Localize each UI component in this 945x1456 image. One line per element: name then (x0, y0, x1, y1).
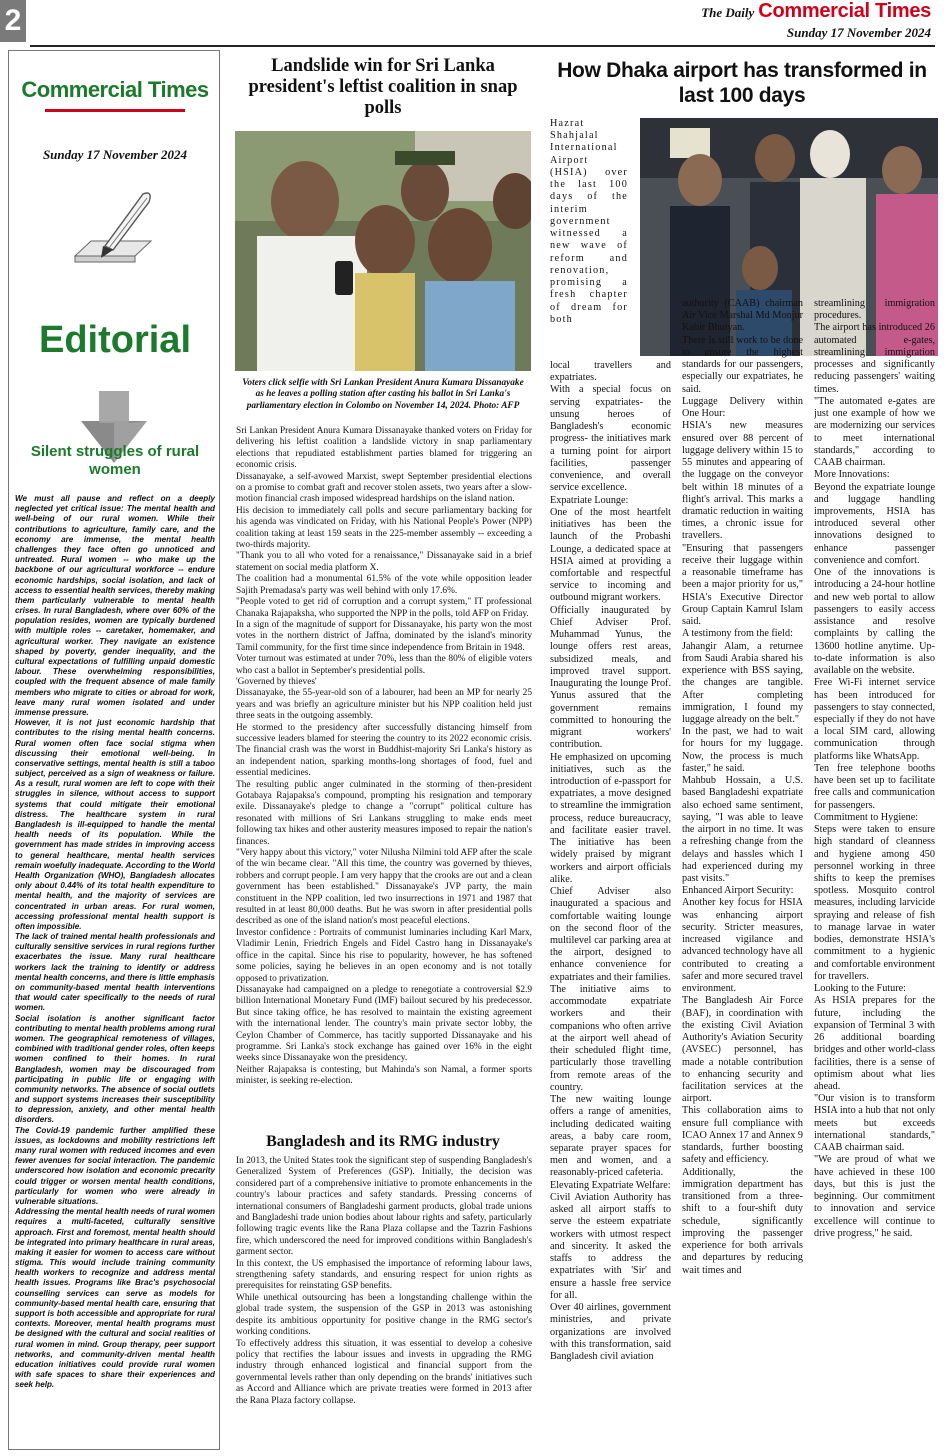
masthead-date: Sunday 17 November 2024 (786, 25, 931, 40)
article-body (236, 426, 532, 1182)
airport-paragraph: Steps were taken to ensure high standard of cleanness and hygiene among 450 personnel working in three shifts to keep the premises spotless. Mosquito control measures, including larvicide spraying and release of fish to manage larvae in water bodies, demonstrate HSIA's commitment to a hygienic and comfortable environment for travellers. (814, 824, 935, 982)
airport-paragraph: He emphasized on upcoming initiatives, such as the introduction of e-passport for expatriates, a move designed to streamline the immigration process, reduce bureaucracy, and facilitate easier travel. The initiative has been widely praised by migrant workers and airport officials alike. (550, 751, 671, 885)
article-paragraph: Sri Lankan President Anura Kumara Dissanayake thanked voters on Friday for delivering his leftist coalition a landslide victory in snap parliamentary elections that repudiated establishment parties blamed for triggering an economic crisis. (236, 426, 532, 471)
rmg-paragraph: In 2013, the United States took the significant step of suspending Bangladesh's Generalized System of Preferences (GSP). Initially, the decision was considered part of a comprehensive initiative to promote enhancements in the country's labour practices and safety standards. Pressing concerns of international consumers of Bangladeshi garment products, global trade unions and Bangladeshi trade union bodies about labour rights and safety, particularly following tragic events like the Rana Plaza collapse and the Tazrin Fashions fire, which underscored the need for improved conditions within Bangladesh's garment sector. (236, 1156, 532, 1258)
airport-paragraph: There is still work to be done to ensure the highest standards for our passengers, especially our expatriates, he said. (682, 334, 803, 395)
airport-paragraph: Another key focus for HSIA was enhancing airport security. Stricter measures, increased vigilance and advanced technology have all contributed to creating a safer and more secured travel environment. (682, 897, 803, 995)
editorial-column (8, 50, 220, 1450)
airport-paragraph: As HSIA prepares for the future, including the expansion of Terminal 3 with 26 additional boarding bridges and other world-class facilities, there is a sense of optimism about what lies ahead. (814, 995, 935, 1092)
airport-paragraph: With a special focus on serving expatriates- the unsung heroes of Bangladesh's economic progress- the initiatives mark a turning point for airport facilities, passenger convenience, and overall service excellence. (550, 384, 671, 494)
airport-paragraph: Mahbub Hossain, a U.S. based Bangladeshi expatriate also echoed same sentiment, saying, "I was able to leave the airport in no time. It was a refreshing change from the delays and hassles which I had experienced during my past visits." (682, 775, 803, 885)
article-paragraph: "Very happy about this victory," voter Nilusha Nilmini told AFP after the scale of the win became clear. "All this time, the country was governed by thieves, robbers and corrupt people. I am very happy that the crooks are out and a clean government has been established." Dissanayake's JVP party, the main constituent in the NPP coalition, led two insurrections in 1971 and 1987 that resulted in at least 80,000 deaths. But he was sworn in after presidential polls described as one of the island nation's most peaceful elections. (236, 848, 532, 927)
airport-subhead: A testimony from the field: (682, 628, 793, 640)
airport-paragraph: This collaboration aims to ensure full compliance with ICAO Annex 17 and Annex 9 standards, further boosting safety and efficiency. (682, 1105, 803, 1166)
rmg-paragraph: While unethical outsourcing has been a longstanding challenge within the global trade system, the suspension of the GSP in 2013 was astonishing despite its ambitious opportunity for positive change in the RMG sector's working conditions. (236, 1292, 532, 1338)
article-paragraph: Dissanayake had campaigned on a pledge to renegotiate a controversial $2.9 billion International Monetary Fund (IMF) bailout secured by his predecessor. But since taking office, he has resolved to maintain the existing agreement with the international lender. The country's main private sector lobby, the Ceylon Chamber of Commerce, has tacitly supported Dissanayake and his programme. Sri Lanka's stock exchange has gained over 16% in the eight weeks since Dissanayake won the presidency. (236, 984, 532, 1064)
airport-headline: How Dhaka airport has transformed in last 100 days (557, 59, 927, 108)
airport-subhead: Expatriate Lounge: (550, 494, 629, 506)
airport-subhead: Looking to the Future: (814, 983, 906, 995)
editorial-date: Sunday 17 November 2024 (42, 147, 188, 162)
article-paragraph: He stormed to the presidency after successfully distancing himself from successive leaders blamed for steering the country to its 2022 economic crisis. The financial crash was the worst in Buddhist-majority Sri Lanka's history as an independent nation, sparking months-long shortages of food, fuel and essential medicines. (236, 722, 532, 779)
airport-paragraph: One of the most heartfelt initiatives has been the launch of the Probashi Lounge, a dedicated space at HSIA aimed at providing a comfortable and respectful service to incoming and outbound migrant workers. (550, 506, 671, 604)
editorial-logo: Commercial Times (21, 77, 209, 102)
editorial-paragraph: Social isolation is another significant factor contributing to mental health problems among rural women. The geographical remoteness of villages, combined with traditional gender roles, often keeps women confined to their homes. In rural Bangladesh, women may be discouraged from participating in public life or engaging with community networks. The absence of social outlets and support systems increases their susceptibility to depression, anxiety, and other mental health disorders. (15, 1013, 215, 1125)
article-subhead: 'Governed by thieves' (236, 676, 317, 687)
editorial-paragraph: The Covid-19 pandemic further amplified these issues, as lockdowns and mobility restrictions left many rural women with reduced incomes and even fewer avenues for social interaction. The pandemic underscored how isolation and economic precarity could trigger or worsen mental health conditions, particularly for women who were already in vulnerable situations. (15, 1125, 215, 1206)
masthead (701, 0, 931, 41)
airport-paragraph: streamlining immigration procedures. (814, 298, 935, 322)
editorial-body (15, 494, 215, 1449)
article-paragraph: Dissanayake, the 55-year-old son of a labourer, had been an MP for nearly 25 years and was briefly an agriculture minister but his NPP coalition held just three seats in the outgoing assembly. (236, 688, 532, 722)
airport-paragraph: authority (CAAB) chairman Air Vice Marshal Md Monjur Kabir Bhuiyan. (682, 298, 803, 334)
airport-subhead: Elevating Expatriate Welfare: (550, 1179, 671, 1191)
airport-lead: Hazrat Shahjalal International Airport (HSIA) over the last 100 days of the interim government witnessed a new wave of reform and renovation, promising a fresh chapter of dream for both (550, 118, 628, 325)
airport-column-1 (550, 360, 671, 1452)
airport-column-3 (814, 298, 935, 1452)
airport-paragraph: In the past, we had to wait for hours for my luggage. Now, the process is much faster," he said. (682, 726, 803, 774)
article-paragraph: Investor confidence : Portraits of communist luminaries including Karl Marx, Vladimir Lenin, Friedrich Engels and Fidel Castro hang in Dissanayake's office in the capital. Since his rise to popularity, however, he has softened some policies, saying he believes in an open economy and is not totally opposed to privatization. (236, 927, 532, 984)
airport-paragraph: Additionally, the immigration department has transitioned from a three-shift to a four-shift duty schedule, significantly improving the passenger experience for both arrivals and departures by reducing wait times and (682, 1166, 803, 1276)
rmg-paragraph: In this context, the US emphasised the importance of reforming labour laws, strengthening safety standards, and ensuring respect for union rights as prerequisites for reinstating GSP benefits. (236, 1258, 532, 1292)
article-paragraph: In a sign of the magnitude of support for Dissanayake, his party won the most votes in the northern district of Jaffna, dominated by the island's minority Tamil community, for the first time since independence from Britain in 1948. (236, 619, 532, 653)
article-paragraph: Dissanayake, a self-avowed Marxist, swept September presidential elections on a promise to combat graft and recover stolen assets, two years after a slow-motion financial crash imposed widespread hardships on the island nation. (236, 471, 532, 505)
airport-subhead: Commitment to Hygiene: (814, 811, 919, 823)
rmg-paragraph: To effectively address this situation, it was essential to develop a cohesive policy that rectifies the labour issues and invests in upgrading the RMG industry through enhanced logistical and financial support from the governmental levels rather than only depending on the brands' initiatives such as Accord and Alliance which are private treaties were formed in 2013 after the Rana Plaza factory collapse. (236, 1338, 532, 1406)
masthead-title: Commercial Times (758, 0, 931, 22)
article-paragraph: The resulting public anger culminated in the storming of then-president Gotabaya Rajapaksa's compound, prompting his resignation and temporary exile. Dissanayake's pledge to change a "corrupt" political culture has resonated with millions of Sri Lankans struggling to make ends meet following tax hikes and other austerity measures imposed to repair the nation's finances. (236, 779, 532, 847)
airport-paragraph: Ten free telephone booths have been set up to facilitate free calls and communication for passengers. (814, 762, 935, 811)
airport-paragraph: "We are proud of what we have achieved in these 100 days, but this is just the beginning. Our commitment to innovation and service excellence will continue to drive progress," he said. (814, 1154, 935, 1239)
airport-paragraph: The airport has introduced 26 automated e-gates, streamlining immigration processes and significantly reducing passengers' waiting times. (814, 322, 935, 395)
airport-paragraph: "Our vision is to transform HSIA into a hub that not only meets but exceeds international standards," CAAB chairman said. (814, 1093, 935, 1154)
article-paragraph: His decision to immediately call polls and secure parliamentary backing for his agenda was vindicated on Friday, with his National People's Power (NPP) coalition taking at least 159 seats in the 225-member assembly -- exceeding a two-thirds majority. (236, 505, 532, 551)
quill-pen-icon (65, 186, 165, 296)
airport-paragraph: The Bangladesh Air Force (BAF), in coordination with the existing Civil Aviation Authority's Aviation Security (AVSEC) personnel, has made a notable contribution to enhancing security and facilitation services at the airport. (682, 995, 803, 1105)
article-paragraph: Neither Rajapaksa is contesting, but Mahinda's son Namal, a former sports minister, is seeking re-election. (236, 1064, 532, 1087)
airport-paragraph: Civil Aviation Authority has asked all airport staffs to serve the esteem expatriate workers with utmost respect and sincerity. It asked the staffs to address the expatriates with 'Sir' and ensure a hassle free service for all. (550, 1191, 671, 1301)
airport-subhead: More Innovations: (814, 469, 890, 481)
article-paragraph: Voter turnout was estimated at under 70%, less than the 80% of eligible voters who cast a ballot in September's presidential polls. (236, 654, 532, 676)
editorial-paragraph: The lack of trained mental health professionals and culturally sensitive services in rural regions further exacerbates the issue. Many rural healthcare workers lack the training to identify or address mental health concerns, and there is little emphasis on community-based mental health interventions that would cater specifically to the needs of rural women. (15, 932, 215, 1013)
airport-paragraph: Chief Adviser also inaugurated a spacious and comfortable waiting lounge on the second floor of the multilevel car parking area at the airport, designed to enhance convenience for expatriates and their families. (550, 886, 671, 983)
airport-column-2 (682, 298, 803, 1452)
dhaka-airport-article (546, 52, 938, 1452)
airport-paragraph: One of the innovations is introducing a 24-hour hotline and new web portal to allow passengers to easily access assistance and resolve complaints by calling the 13600 hotline anytime. Up-to-date information is also available on the website. (814, 567, 935, 677)
airport-paragraph: HSIA's new measures ensured over 88 percent of luggage delivery within 15 to 55 minutes and appearing of the luggage on the conveyor belt within 18 minutes of a flight's arrival. This marks a dramatic reduction in waiting times, a chronic issue for travellers. (682, 420, 803, 542)
article-paragraph: "People voted to get rid of corruption and a corrupt system," IT professional Chanaka Rajapaksha, who supported the NPP in the polls, told AFP on Friday. (236, 597, 532, 619)
airport-paragraph: Officially inaugurated by Chief Adviser Prof. Muhammad Yunus, the lounge offers rest areas, subsidized meals, and improved travel support. Inaugurating the lounge Prof. Yunus assured that the government remains committed to honouring the migrant workers' contribution. (550, 604, 671, 751)
airport-paragraph: Beyond the expatriate lounge and luggage handling improvements, HSIA has introduced several other innovations designed to enhance passenger convenience and comfort. (814, 481, 935, 566)
airport-paragraph: The new waiting lounge offers a range of amenities, including dedicated waiting areas, a baby care room, separate prayer spaces for men and women, and a reasonably-priced cafeteria. (550, 1094, 671, 1179)
section-title: Editorial (38, 319, 192, 361)
article-headline: Landslide win for Sri Lanka president's leftist coalition in snap polls (248, 56, 518, 119)
airport-paragraph: Over 40 airlines, government ministries, and private organizations are involved with this transformation, said Bangladesh civil aviation (550, 1302, 671, 1362)
airport-subhead: Luggage Delivery within One Hour: (682, 395, 803, 420)
airport-paragraph: "The automated e-gates are just one example of how we are modernizing our services to meet international standards," according to CAAB chairman. (814, 395, 935, 469)
masthead-small: The Daily (701, 5, 755, 20)
editorial-title: Silent struggles of rural women (30, 443, 200, 478)
airport-paragraph: Jahangir Alam, a returnee from Saudi Arabia shared his experience with BSS saying, the changes are tangible. After completing immigration, I found my luggage already on the belt." (682, 640, 803, 725)
page-number: 2 (0, 0, 26, 42)
airport-paragraph: "Ensuring that passengers receive their luggage within a reasonable timeframe has been a major priority for us," HSIA's Executive Director Group Captain Kamrul Islam said. (682, 542, 803, 628)
airport-paragraph: Free Wi-Fi internet service has been introduced for passengers to stay connected, especially if they do not have a local SIM card, allowing communication through platforms like WhatsApp. (814, 677, 935, 762)
airport-paragraph: local travellers and expatriates. (550, 360, 671, 384)
editorial-paragraph: We must all pause and reflect on a deeply neglected yet critical issue: The mental health and well-being of our rural women. While their contributions to agriculture, family care, and the economy are immense, the mental health challenges they face often go unnoticed and untreated. Rural women -- who make up the backbone of our agricultural workforce -- endure economic hardships, social isolation, and lack of access to essential health services, thereby making them particularly vulnerable to mental health crises. In rural Bangladesh, where over 60% of the population resides, women are typically burdened with multiple roles -- caretaker, homemaker, and agricultural worker. They navigate an existence shaped by poverty, gender inequality, and the cultural expectations of fulfilling unpaid domestic labour. These overwhelming responsibilities, coupled with the frequent absence of male family members who migrate to cities or abroad for work, leave many rural women isolated and under immense pressure. (15, 494, 215, 717)
airport-subhead: Enhanced Airport Security: (682, 885, 794, 897)
article-paragraph: The coalition had a monumental 61.5% of the vote while opposition leader Sajith Premadasa's party was well behind with only 17.6%. (236, 574, 532, 596)
article-paragraph: "Thank you to all who voted for a renaissance," Dissanayake said in a brief statement on social media platform X. (236, 551, 532, 573)
photo-caption: Voters click selfie with Sri Lankan President Anura Kumara Dissanayake as he leaves a polling station after casting his ballot in Sri Lanka's parliamentary election in Colombo on November 14, 2024. Photo: AFP (242, 378, 524, 411)
selfie-photo (235, 131, 531, 371)
header-rule (30, 45, 935, 47)
rmg-body (236, 1156, 532, 1452)
editorial-paragraph: Addressing the mental health needs of rural women requires a multi-faceted, culturally sensitive approach. First and foremost, mental health should be integrated into primary healthcare in rural areas, making it easier for women to access care without stigma. This would include training community health workers to recognize and address mental health issues. Programs like Brac's psychosocial counselling services can serve as models for community-based mental health care, ensuring that support is both accessible and appropriate for rural contexts. Moreover, mental health programs must be designed with the cultural and social realities of rural women in mind. Group therapy, peer support networks, and community-driven mental health education initiatives could provide rural women with safe spaces to share their experiences and seek help. (15, 1207, 215, 1390)
logo-underline (45, 109, 185, 112)
rmg-headline: Bangladesh and its RMG industry (266, 1133, 500, 1150)
airport-paragraph: The initiative aims to accommodate expatriate workers and their companions who often arrive at the airport well ahead of their scheduled flight time, particularly those travelling from remote areas of the country. (550, 983, 671, 1093)
srilanka-article (232, 52, 534, 1452)
editorial-paragraph: However, it is not just economic hardship that contributes to the rising mental health concerns. Rural women often face social stigma when discussing their emotional well-being. In conservative settings, mental health is still a taboo subject, perceived as a sign of weakness or failure. As a result, rural women are left to cope with their struggles in silence, without access to support systems that could mitigate their emotional distress. The healthcare system in rural Bangladesh is ill-equipped to handle the mental health needs of its population. While the government has made strides in improving access to general healthcare, mental health services remain woefully inadequate. According to the World Health Organization (WHO), Bangladesh allocates only about 0.44% of its total health expenditure to mental health, and the majority of services are concentrated in urban areas. For rural women, accessing professional mental health support is often impossible. (15, 718, 215, 931)
